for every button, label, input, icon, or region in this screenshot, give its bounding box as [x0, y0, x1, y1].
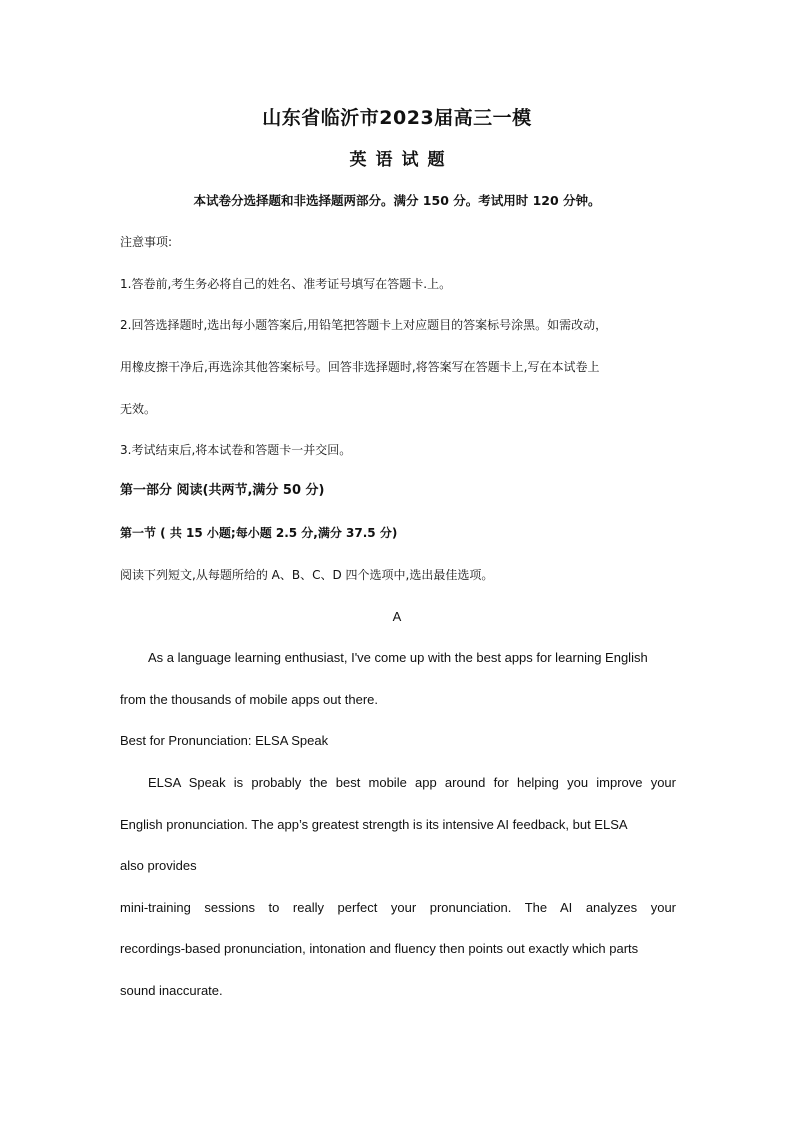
exam-summary: 本试卷分选择题和非选择题两部分。满分 150 分。考试用时 120 分钟。 — [193, 193, 601, 208]
exam-title: 山东省临沂市2023届高三一模 — [262, 107, 532, 129]
note-item-1: 1.答卷前,考生务必将自己的姓名、准考证号填写在答题卡.上。 — [120, 277, 452, 291]
note-item-2-line-1: 2.回答选择题时,选出每小题答案后,用铅笔把答题卡上对应题目的答案标号涂黑。如需改动， — [120, 318, 608, 332]
passage-subheading: Best for Pronunciation: ELSA Speak — [120, 733, 329, 748]
subject-title: 英语试题 — [349, 150, 454, 170]
section1-heading: 第一节 ( 共 15 小题;每小题 2.5 分,满分 37.5 分) — [120, 526, 398, 540]
passage-p2-line-1: ELSA Speak is probably the best mobile app around for helping you improve your — [148, 775, 676, 790]
passage-p2-line-6: sound inaccurate. — [120, 983, 223, 998]
passage-p2-line-2: English pronunciation. The app’s greatest strength is its intensive AI feedback, but ELSA — [120, 817, 628, 832]
passage-p2-line-4: mini-training sessions to really perfect your pronunciation. The AI analyzes your — [120, 900, 676, 915]
note-item-2-line-2: 用橡皮擦干净后,再选涂其他答案标号。回答非选择题时,将答案写在答题卡上,写在本试卷上 — [120, 360, 600, 374]
passage-p2-line-5: recordings-based pronunciation, intonation and fluency then points out exactly which parts — [120, 941, 639, 956]
reading-instruction: 阅读下列短文,从每题所给的 A、B、C、D 四个选项中,选出最佳选项。 — [120, 568, 494, 582]
passage-p1-line-2: from the thousands of mobile apps out there. — [120, 692, 378, 707]
passage-p1-line-1: As a language learning enthusiast, I've come up with the best apps for learning English — [148, 650, 648, 665]
passage-p2-line-3: also provides — [120, 858, 197, 873]
passage-label: A — [392, 609, 402, 624]
part1-heading: 第一部分 阅读(共两节,满分 50 分) — [120, 483, 325, 498]
note-item-2-line-3: 无效。 — [120, 402, 157, 416]
note-item-3: 3.考试结束后,将本试卷和答题卡一并交回。 — [120, 443, 352, 457]
notes-heading: 注意事项: — [120, 235, 173, 249]
